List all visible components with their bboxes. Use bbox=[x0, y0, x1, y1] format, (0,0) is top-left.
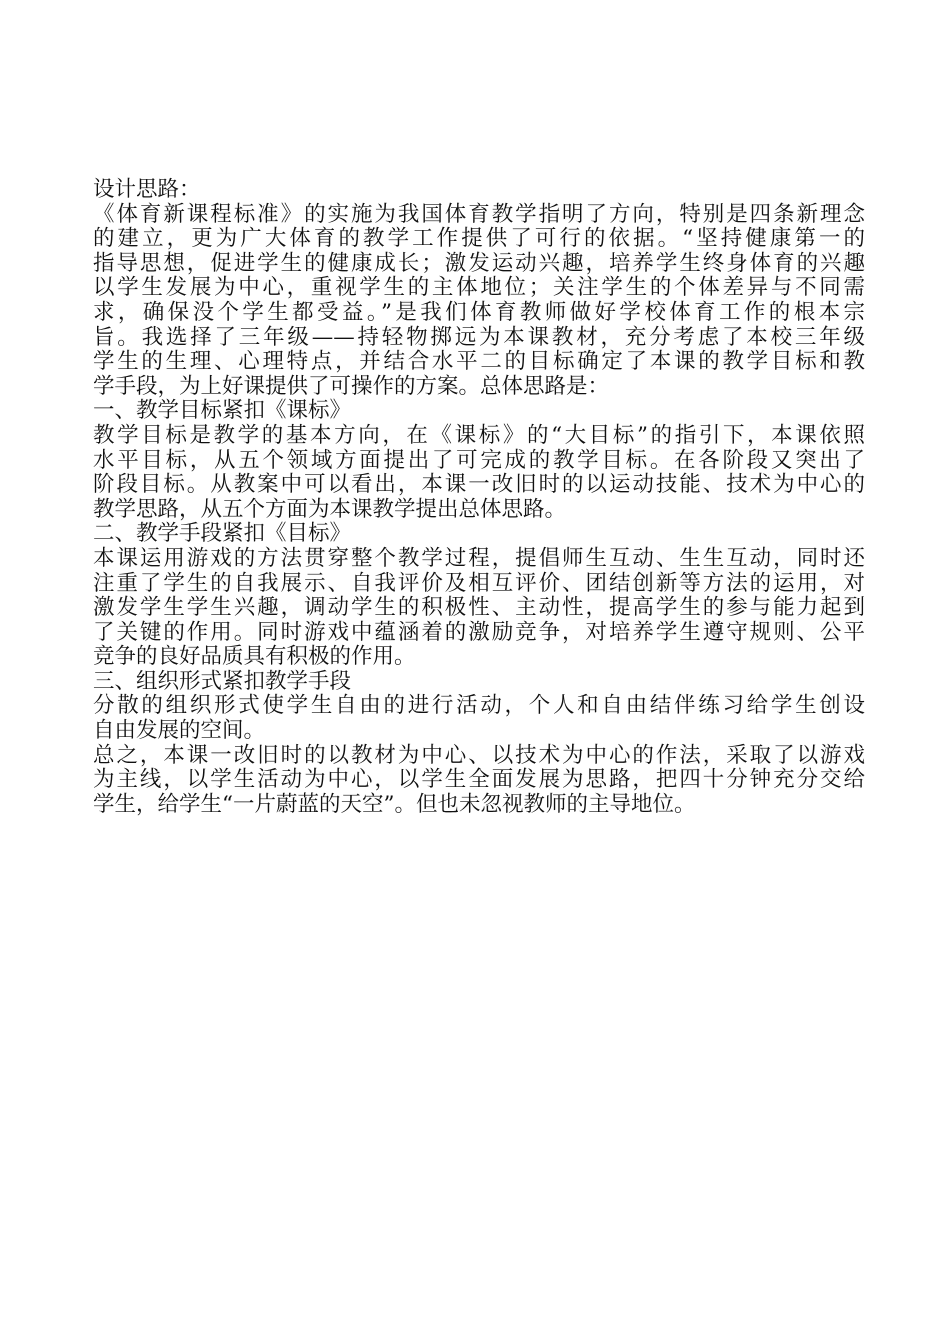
paragraph-line: 分散的组织形式使学生自由的进行活动，个人和自由结伴练习给学生创设 bbox=[93, 693, 865, 719]
paragraph-line: 的建立，更为广大体育的教学工作提供了可行的依据。“坚持健康第一的 bbox=[93, 226, 865, 252]
paragraph-line: 旨。我选择了三年级——持轻物掷远为本课教材，充分考虑了本校三年级 bbox=[93, 324, 865, 350]
paragraph-line: 求，确保没个学生都受益。”是我们体育教师做好学校体育工作的根本宗 bbox=[93, 299, 865, 325]
paragraph-line: 水平目标，从五个领域方面提出了可完成的教学目标。在各阶段又突出了 bbox=[93, 447, 865, 473]
paragraph-line: 本课运用游戏的方法贯穿整个教学过程，提倡师生互动、生生互动，同时还 bbox=[93, 545, 865, 571]
paragraph-line: 《体育新课程标准》的实施为我国体育教学指明了方向，特别是四条新理念 bbox=[93, 201, 865, 227]
paragraph-line: 自由发展的空间。 bbox=[93, 718, 266, 744]
section-heading-2: 二、教学手段紧扣《目标》 bbox=[93, 521, 352, 547]
paragraph-line: 教学思路，从五个方面为本课教学提出总体思路。 bbox=[93, 496, 567, 522]
paragraph-line: 总之，本课一改旧时的以教材为中心、以技术为中心的作法，采取了以游戏 bbox=[93, 742, 865, 768]
paragraph-line: 以学生发展为中心，重视学生的主体地位；关注学生的个体差异与不同需 bbox=[93, 275, 865, 301]
paragraph-line: 阶段目标。从教案中可以看出，本课一改旧时的以运动技能、技术为中心的 bbox=[93, 472, 865, 498]
paragraph-line: 学生的生理、心理特点，并结合水平二的目标确定了本课的教学目标和教 bbox=[93, 349, 865, 375]
section-heading-1: 一、教学目标紧扣《课标》 bbox=[93, 398, 352, 424]
paragraph-line: 教学目标是教学的基本方向，在《课标》的“大目标”的指引下，本课依照 bbox=[93, 422, 865, 448]
paragraph-line: 学手段，为上好课提供了可操作的方案。总体思路是： bbox=[93, 373, 610, 399]
paragraph-line: 注重了学生的自我展示、自我评价及相互评价、团结创新等方法的运用，对 bbox=[93, 570, 865, 596]
paragraph-line: 竞争的良好品质具有积极的作用。 bbox=[93, 644, 416, 670]
section-heading-design-ideas: 设计思路： bbox=[93, 177, 201, 202]
document-body bbox=[93, 178, 865, 817]
paragraph-line: 激发学生学生兴趣，调动学生的积极性、主动性，提高学生的参与能力起到 bbox=[93, 595, 865, 621]
section-heading-3: 三、组织形式紧扣教学手段 bbox=[93, 668, 352, 694]
paragraph-line: 指导思想，促进学生的健康成长；激发运动兴趣，培养学生终身体育的兴趣 bbox=[93, 250, 865, 276]
paragraph-line: 为主线，以学生活动为中心，以学生全面发展为思路，把四十分钟充分交给 bbox=[93, 767, 865, 793]
paragraph-line: 学生，给学生“一片蔚蓝的天空”。但也未忽视教师的主导地位。 bbox=[93, 791, 696, 817]
paragraph-line: 了关键的作用。同时游戏中蕴涵着的激励竞争，对培养学生遵守规则、公平 bbox=[93, 619, 865, 645]
